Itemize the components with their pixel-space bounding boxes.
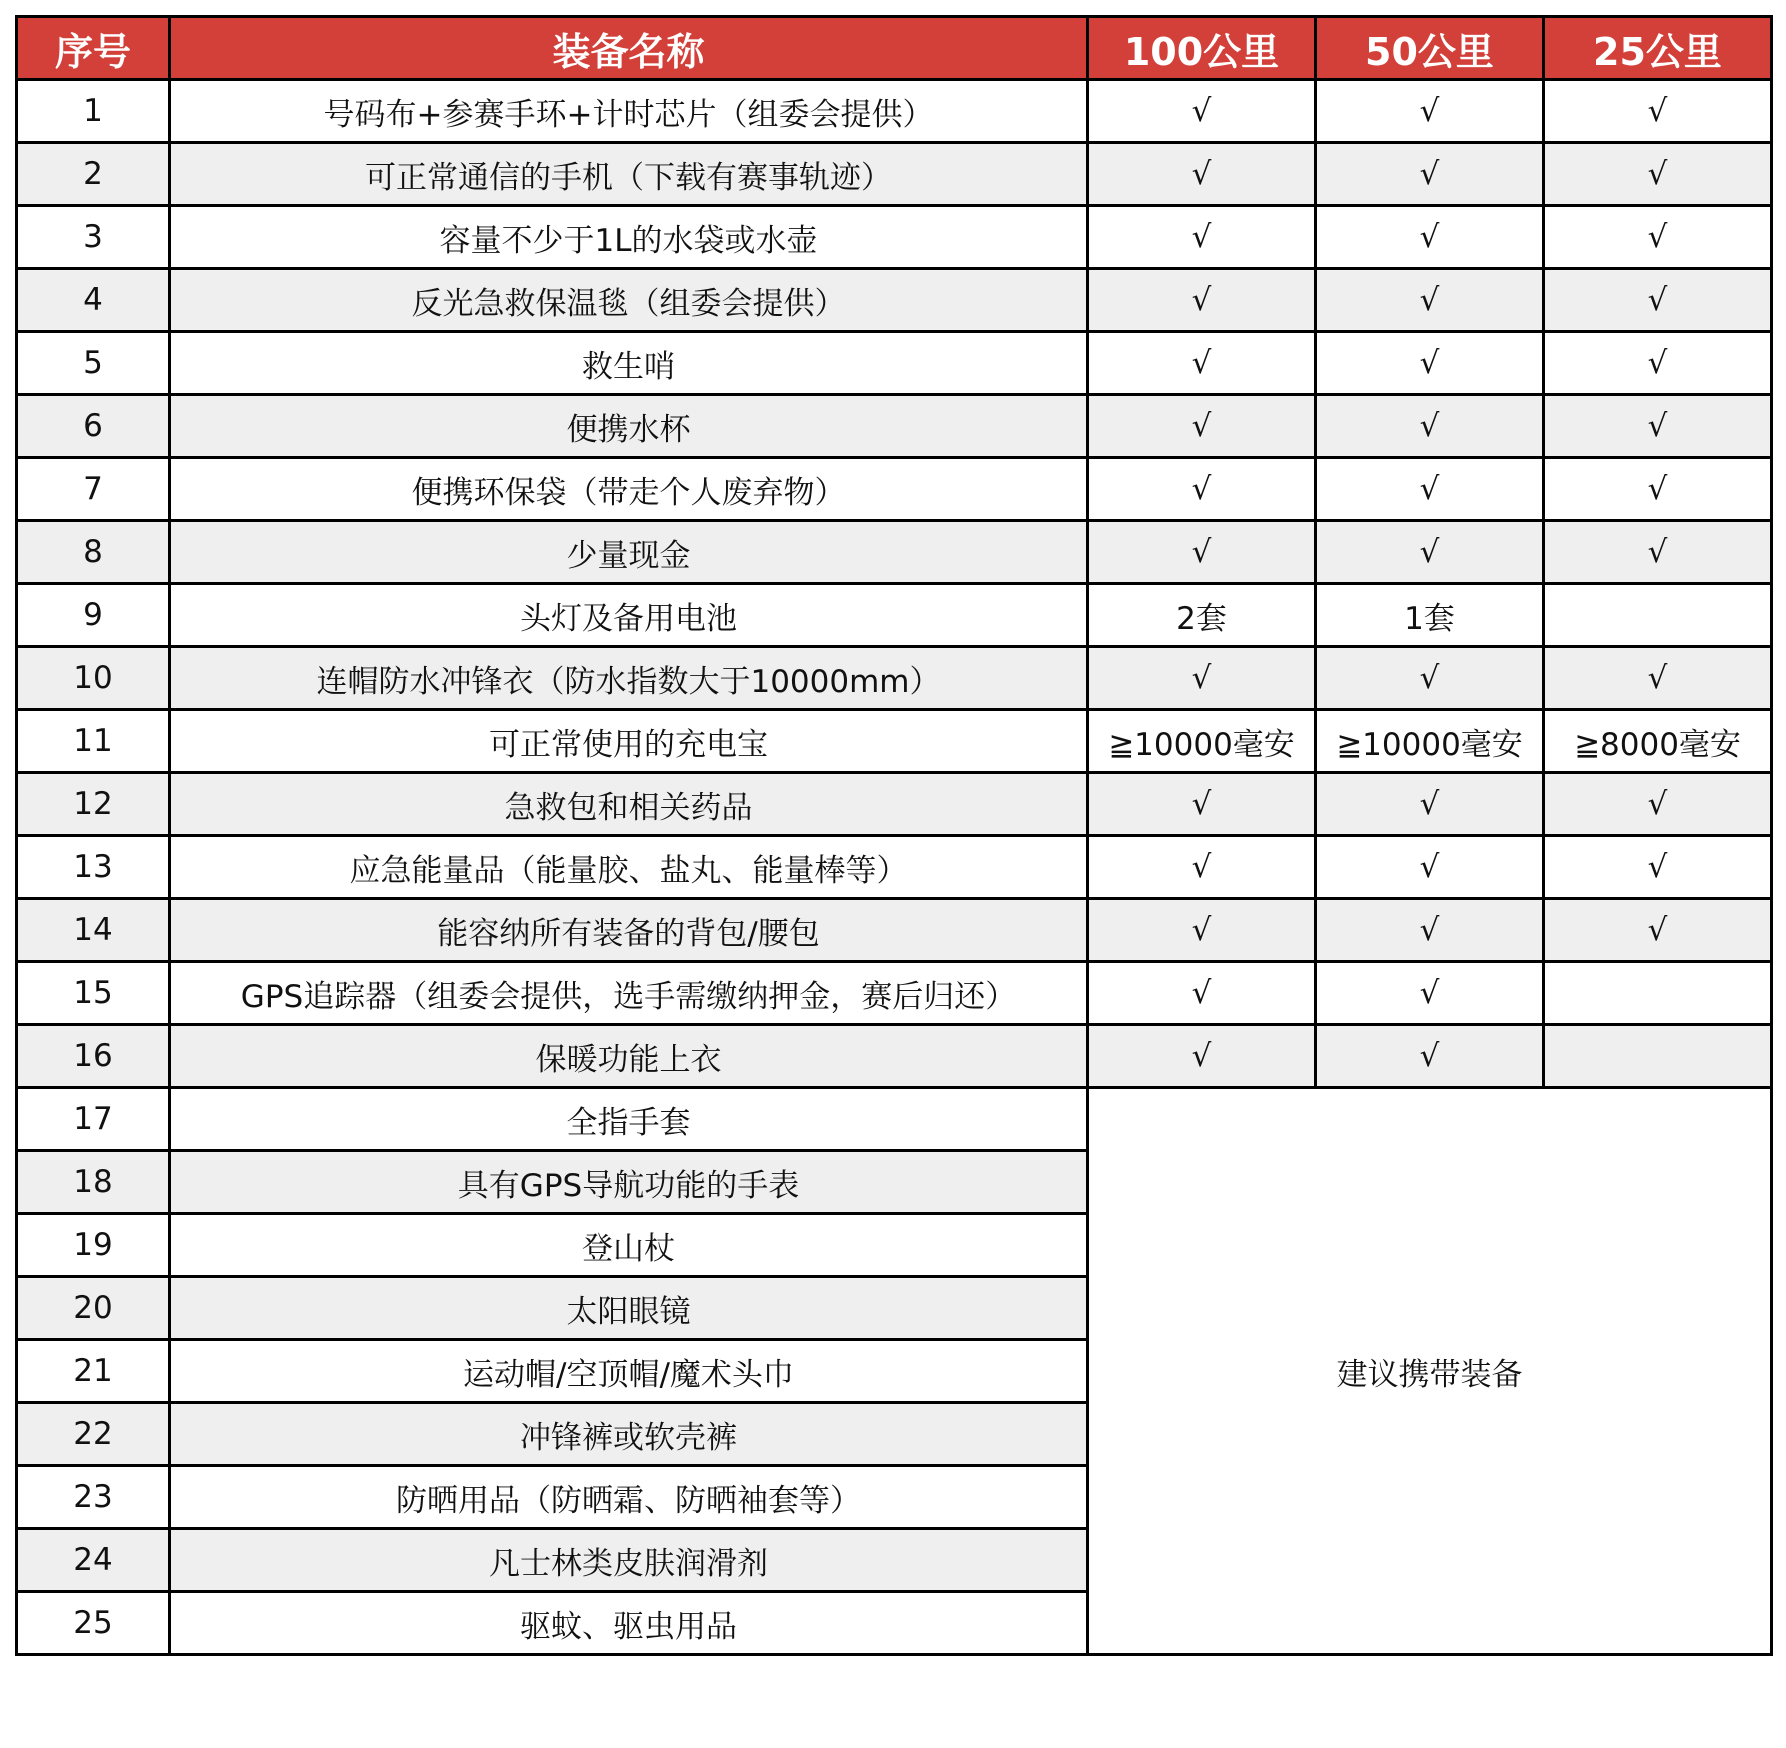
cell-100km: √ — [1088, 395, 1316, 458]
cell-50km: √ — [1316, 80, 1544, 143]
cell-100km: √ — [1088, 269, 1316, 332]
cell-no: 20 — [17, 1277, 170, 1340]
cell-100km: √ — [1088, 458, 1316, 521]
table-row — [17, 521, 1772, 584]
cell-no: 24 — [17, 1529, 170, 1592]
cell-50km: √ — [1316, 647, 1544, 710]
cell-50km: √ — [1316, 206, 1544, 269]
cell-no: 10 — [17, 647, 170, 710]
cell-100km: √ — [1088, 899, 1316, 962]
cell-25km: √ — [1544, 773, 1772, 836]
cell-25km: √ — [1544, 269, 1772, 332]
header-name: 装备名称 — [170, 17, 1088, 80]
cell-name: 太阳眼镜 — [170, 1277, 1088, 1340]
cell-name: 容量不少于1L的水袋或水壶 — [170, 206, 1088, 269]
cell-50km: ≧10000毫安 — [1316, 710, 1544, 773]
cell-name: 凡士林类皮肤润滑剂 — [170, 1529, 1088, 1592]
cell-name: 可正常通信的手机（下载有赛事轨迹） — [170, 143, 1088, 206]
cell-name: 驱蚊、驱虫用品 — [170, 1592, 1088, 1655]
table-row — [17, 836, 1772, 899]
cell-name: 登山杖 — [170, 1214, 1088, 1277]
cell-50km: 1套 — [1316, 584, 1544, 647]
header-50km: 50公里 — [1316, 17, 1544, 80]
cell-name: 头灯及备用电池 — [170, 584, 1088, 647]
cell-name: 便携环保袋（带走个人废弃物） — [170, 458, 1088, 521]
recommended-gear-label: 建议携带装备 — [1088, 1088, 1772, 1655]
cell-100km: √ — [1088, 647, 1316, 710]
cell-no: 12 — [17, 773, 170, 836]
cell-name: 运动帽/空顶帽/魔术头巾 — [170, 1340, 1088, 1403]
cell-50km: √ — [1316, 773, 1544, 836]
table-row — [17, 1088, 1772, 1151]
table-body — [17, 80, 1772, 1655]
cell-50km: √ — [1316, 143, 1544, 206]
cell-50km: √ — [1316, 836, 1544, 899]
cell-100km: √ — [1088, 1025, 1316, 1088]
cell-name: 防晒用品（防晒霜、防晒袖套等） — [170, 1466, 1088, 1529]
cell-name: 连帽防水冲锋衣（防水指数大于10000mm） — [170, 647, 1088, 710]
cell-name: 全指手套 — [170, 1088, 1088, 1151]
table-row — [17, 80, 1772, 143]
cell-no: 14 — [17, 899, 170, 962]
cell-name: 少量现金 — [170, 521, 1088, 584]
header-no: 序号 — [17, 17, 170, 80]
cell-no: 6 — [17, 395, 170, 458]
cell-name: 反光急救保温毯（组委会提供） — [170, 269, 1088, 332]
cell-name: 冲锋裤或软壳裤 — [170, 1403, 1088, 1466]
cell-name: 保暖功能上衣 — [170, 1025, 1088, 1088]
cell-25km: √ — [1544, 521, 1772, 584]
cell-25km: √ — [1544, 395, 1772, 458]
cell-no: 9 — [17, 584, 170, 647]
cell-25km: √ — [1544, 647, 1772, 710]
cell-no: 22 — [17, 1403, 170, 1466]
cell-50km: √ — [1316, 962, 1544, 1025]
cell-no: 7 — [17, 458, 170, 521]
cell-50km: √ — [1316, 395, 1544, 458]
cell-name: GPS追踪器（组委会提供，选手需缴纳押金，赛后归还） — [170, 962, 1088, 1025]
cell-name: 号码布+参赛手环+计时芯片（组委会提供） — [170, 80, 1088, 143]
cell-no: 18 — [17, 1151, 170, 1214]
cell-50km: √ — [1316, 1025, 1544, 1088]
cell-no: 17 — [17, 1088, 170, 1151]
cell-no: 15 — [17, 962, 170, 1025]
cell-name: 能容纳所有装备的背包/腰包 — [170, 899, 1088, 962]
cell-25km — [1544, 962, 1772, 1025]
cell-100km: √ — [1088, 836, 1316, 899]
cell-no: 21 — [17, 1340, 170, 1403]
cell-25km — [1544, 584, 1772, 647]
cell-no: 3 — [17, 206, 170, 269]
cell-25km: √ — [1544, 332, 1772, 395]
cell-no: 8 — [17, 521, 170, 584]
cell-no: 13 — [17, 836, 170, 899]
cell-name: 便携水杯 — [170, 395, 1088, 458]
cell-100km: √ — [1088, 206, 1316, 269]
cell-100km: √ — [1088, 143, 1316, 206]
table-row — [17, 395, 1772, 458]
cell-25km: √ — [1544, 206, 1772, 269]
table-row — [17, 962, 1772, 1025]
header-row — [17, 17, 1772, 80]
table-row — [17, 1025, 1772, 1088]
cell-name: 救生哨 — [170, 332, 1088, 395]
table-row — [17, 206, 1772, 269]
cell-100km: √ — [1088, 521, 1316, 584]
cell-25km: ≧8000毫安 — [1544, 710, 1772, 773]
cell-name: 可正常使用的充电宝 — [170, 710, 1088, 773]
table-row — [17, 458, 1772, 521]
table-row — [17, 332, 1772, 395]
cell-50km: √ — [1316, 458, 1544, 521]
cell-no: 25 — [17, 1592, 170, 1655]
cell-50km: √ — [1316, 332, 1544, 395]
cell-no: 2 — [17, 143, 170, 206]
cell-50km: √ — [1316, 521, 1544, 584]
cell-25km: √ — [1544, 143, 1772, 206]
table-row — [17, 899, 1772, 962]
cell-100km: √ — [1088, 962, 1316, 1025]
header-25km: 25公里 — [1544, 17, 1772, 80]
table-row — [17, 710, 1772, 773]
cell-no: 1 — [17, 80, 170, 143]
cell-no: 5 — [17, 332, 170, 395]
cell-25km: √ — [1544, 458, 1772, 521]
cell-no: 11 — [17, 710, 170, 773]
table-row — [17, 773, 1772, 836]
cell-name: 具有GPS导航功能的手表 — [170, 1151, 1088, 1214]
cell-100km: 2套 — [1088, 584, 1316, 647]
header-100km: 100公里 — [1088, 17, 1316, 80]
cell-100km: √ — [1088, 332, 1316, 395]
cell-25km — [1544, 1025, 1772, 1088]
cell-no: 19 — [17, 1214, 170, 1277]
table-row — [17, 269, 1772, 332]
table-row — [17, 143, 1772, 206]
cell-100km: √ — [1088, 80, 1316, 143]
cell-name: 急救包和相关药品 — [170, 773, 1088, 836]
table-row — [17, 647, 1772, 710]
table-row — [17, 584, 1772, 647]
cell-no: 23 — [17, 1466, 170, 1529]
cell-25km: √ — [1544, 899, 1772, 962]
cell-no: 4 — [17, 269, 170, 332]
cell-no: 16 — [17, 1025, 170, 1088]
cell-50km: √ — [1316, 899, 1544, 962]
cell-name: 应急能量品（能量胶、盐丸、能量棒等） — [170, 836, 1088, 899]
equipment-table — [15, 15, 1773, 1656]
table-header — [17, 17, 1772, 80]
cell-50km: √ — [1316, 269, 1544, 332]
cell-100km: ≧10000毫安 — [1088, 710, 1316, 773]
cell-100km: √ — [1088, 773, 1316, 836]
cell-25km: √ — [1544, 80, 1772, 143]
cell-25km: √ — [1544, 836, 1772, 899]
